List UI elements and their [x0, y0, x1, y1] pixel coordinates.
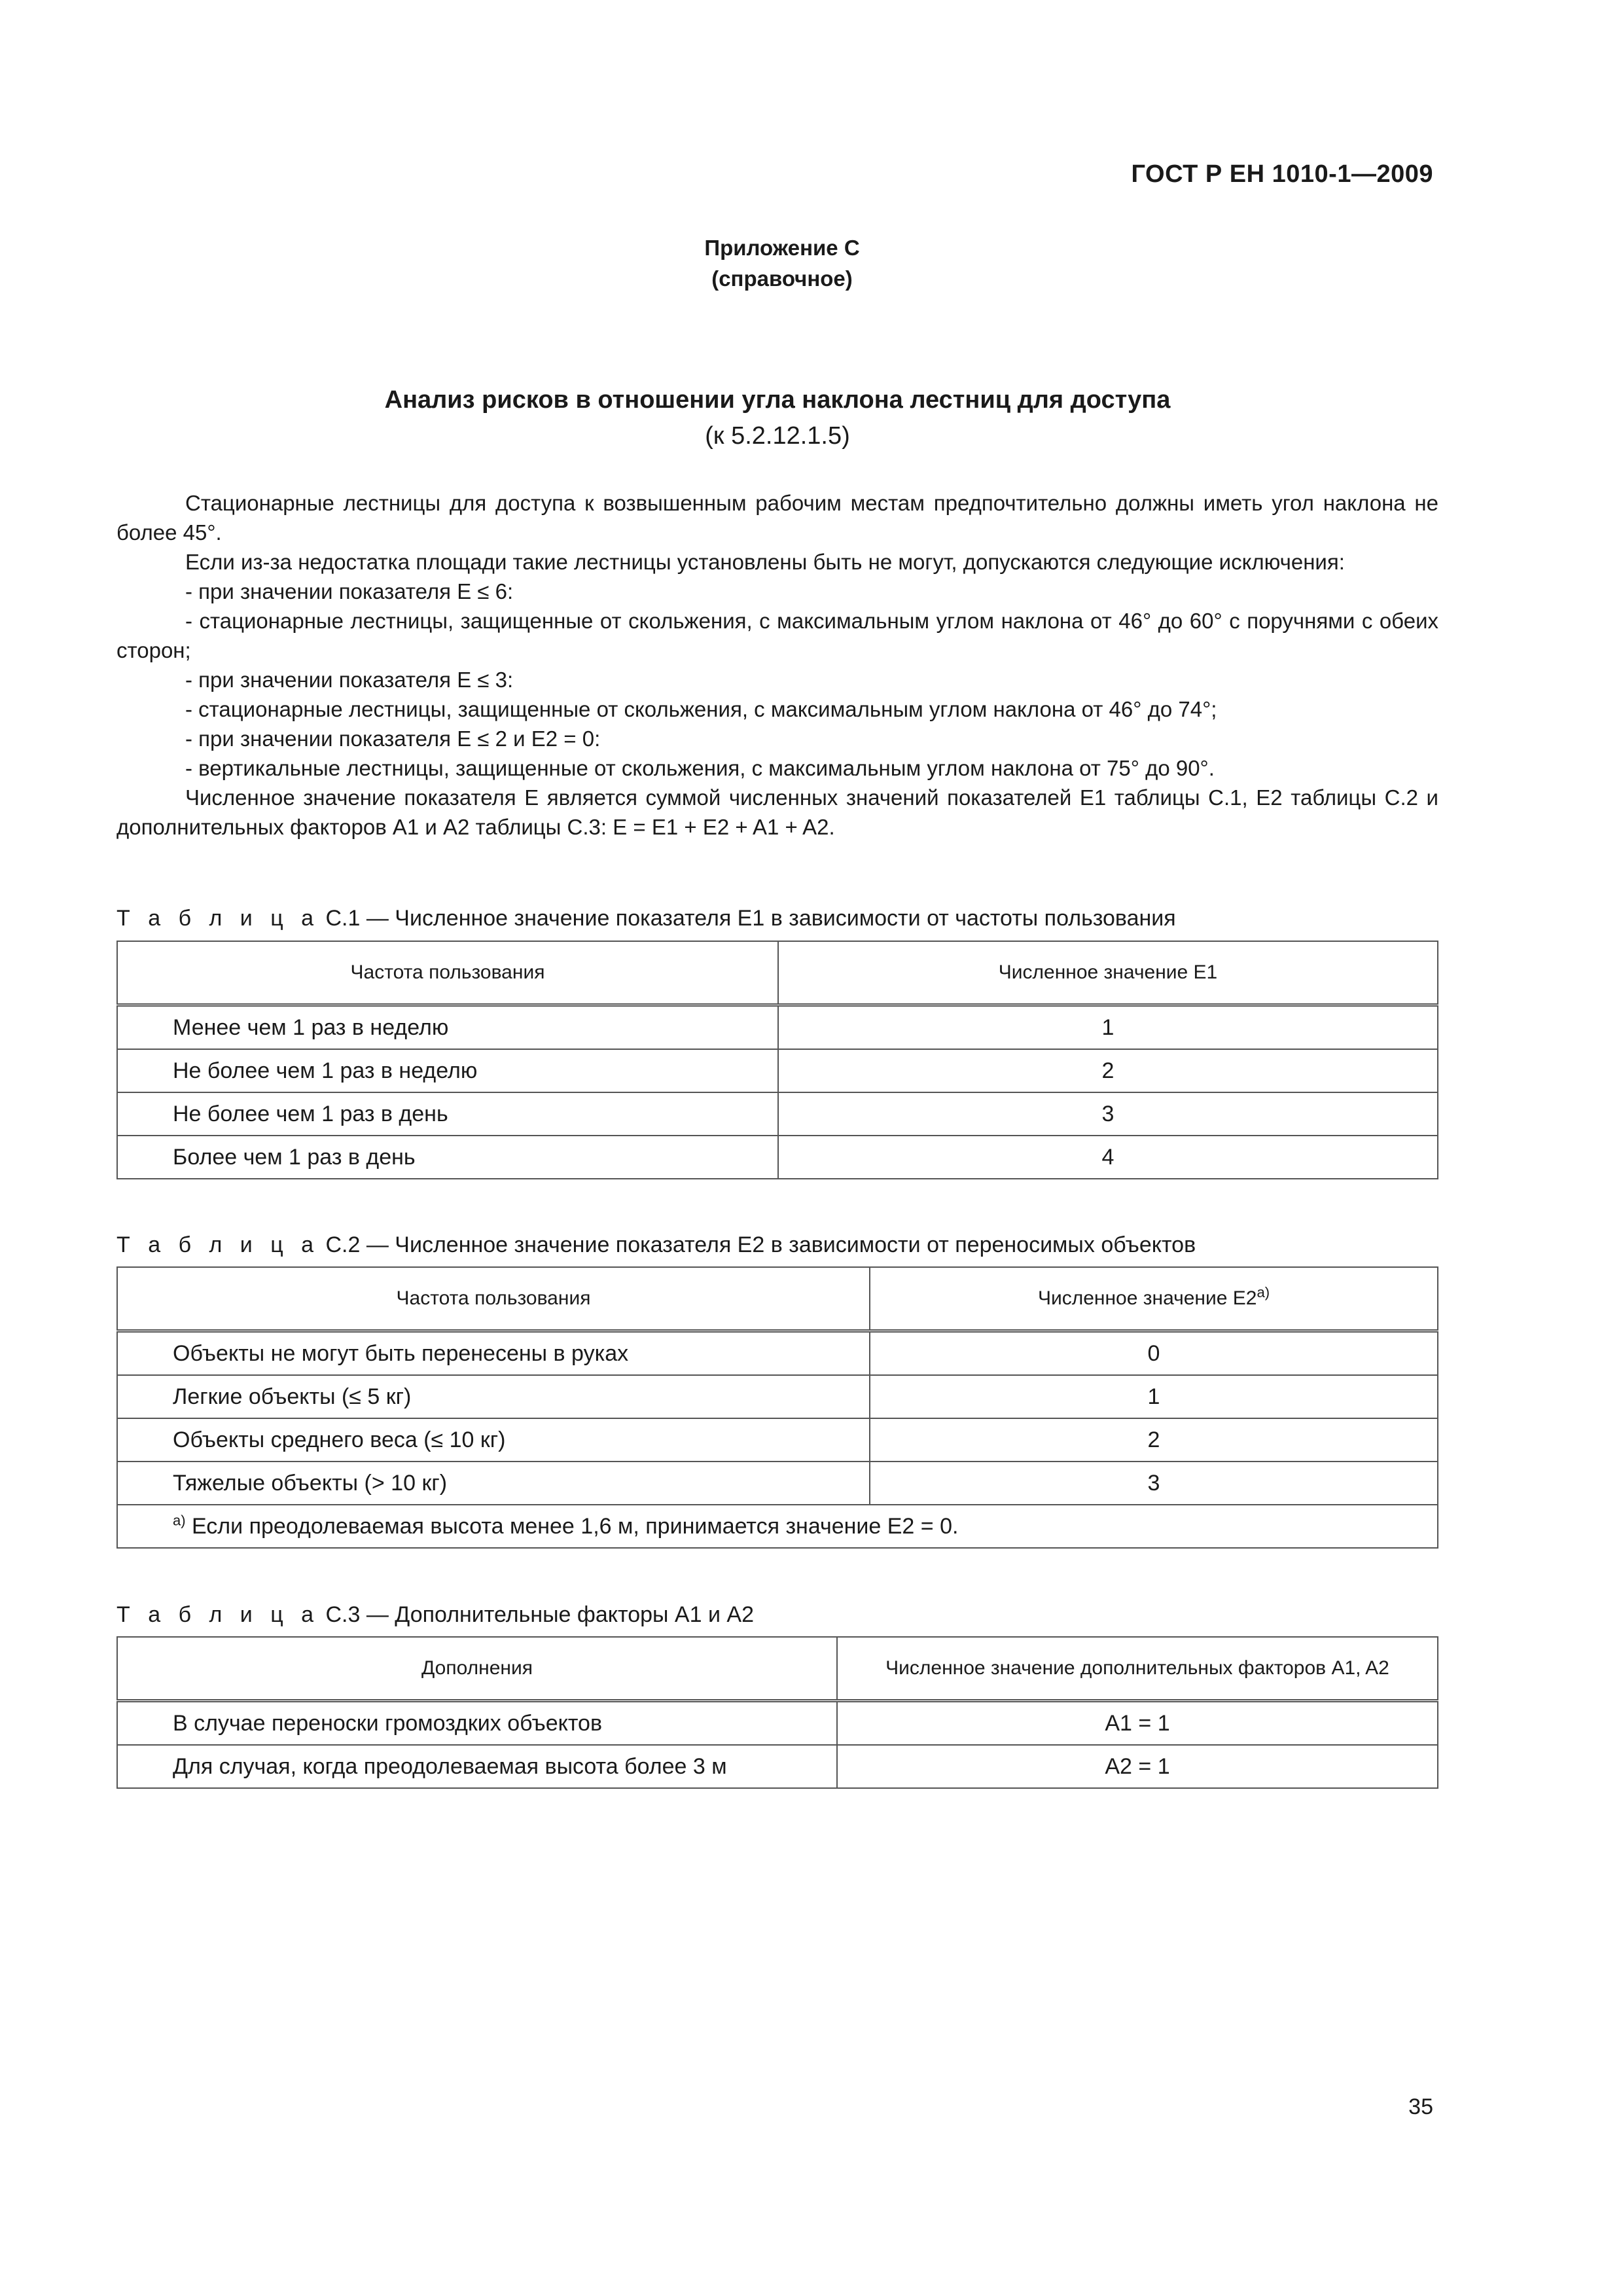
section-reference: (к 5.2.12.1.5) — [705, 422, 850, 450]
table-caption — [116, 906, 1176, 931]
table-cell: 4 — [778, 1136, 1438, 1179]
table-row — [117, 1049, 1438, 1092]
table-caption-text: С.2 — Численное значение показателя E2 в зависимости от переносимых объектов — [325, 1232, 1196, 1257]
list-item: - стационарные лестницы, защищенные от скольжения, с максимальным углом наклона от 46° до 60° с поручнями с обеих сторон; — [116, 609, 1438, 662]
appendix-label: Приложение С — [704, 236, 860, 260]
list-item: - при значении показателя E ≤ 3: — [185, 668, 514, 692]
table-caption-text: С.1 — Численное значение показателя E1 в зависимости от частоты пользования — [325, 906, 1176, 931]
table-caption-prefix: Т а б л и ц а — [116, 906, 320, 931]
table-cell: A1 = 1 — [837, 1701, 1438, 1746]
table-cell: В случае переноски громоздких объектов — [117, 1701, 837, 1746]
table-header-text: Численное значение E2 — [1037, 1287, 1257, 1309]
table-row — [117, 1005, 1438, 1050]
paragraph: Если из-за недостатка площади такие лестницы установлены быть не могут, допускаются следующие исключения: — [185, 550, 1345, 574]
table-cell: 2 — [778, 1049, 1438, 1092]
table-row — [117, 1745, 1438, 1788]
table-caption-text: С.3 — Дополнительные факторы A1 и A2 — [325, 1602, 754, 1627]
table-cell: Не более чем 1 раз в день — [117, 1092, 778, 1136]
list-item: - вертикальные лестницы, защищенные от скольжения, с максимальным углом наклона от 75° до 90°. — [185, 756, 1215, 780]
table-row — [117, 1375, 1438, 1418]
table-cell: 3 — [870, 1462, 1438, 1505]
footnote-marker: а) — [1257, 1284, 1270, 1300]
table-cell: Для случая, когда преодолеваемая высота более 3 м — [117, 1745, 837, 1788]
table-cell: Более чем 1 раз в день — [117, 1136, 778, 1179]
table-cell: 2 — [870, 1418, 1438, 1462]
table-footnote — [117, 1505, 1438, 1548]
section-title: Анализ рисков в отношении угла наклона лестниц для доступа — [384, 386, 1171, 414]
list-item: - стационарные лестницы, защищенные от скольжения, с максимальным углом наклона от 46° до 74°; — [185, 697, 1217, 721]
table-header-row — [117, 1637, 1438, 1701]
table-cell: 3 — [778, 1092, 1438, 1136]
list-item: - при значении показателя E ≤ 2 и E2 = 0: — [185, 726, 601, 751]
table-caption — [116, 1602, 754, 1628]
table-header-cell: Дополнения — [117, 1637, 837, 1701]
page-number: 35 — [1408, 2094, 1433, 2119]
table-note-row — [117, 1505, 1438, 1548]
table-header-cell: Численное значение дополнительных факторов A1, A2 — [837, 1637, 1438, 1701]
table-header-cell: Частота пользования — [117, 1267, 870, 1331]
appendix-heading — [0, 232, 1564, 294]
table-row — [117, 1092, 1438, 1136]
body-text — [116, 488, 1438, 842]
paragraph: Численное значение показателя E является суммой численных значений показателей E1 таблицы С.1, E2 таблицы С.2 и дополнительных факторов A1 и A2 таблицы С.3: E = E1 + E2 + A1 + A2. — [116, 785, 1438, 839]
table-caption — [116, 1232, 1196, 1258]
table-header-cell: Частота пользования — [117, 941, 778, 1005]
table-c3 — [116, 1636, 1438, 1789]
table-header-cell: Численное значение E1 — [778, 941, 1438, 1005]
table-cell: 1 — [778, 1005, 1438, 1050]
document-code: ГОСТ Р ЕН 1010-1—2009 — [1131, 160, 1433, 188]
table-row — [117, 1331, 1438, 1376]
table-header-row — [117, 1267, 1438, 1331]
table-c2 — [116, 1266, 1438, 1549]
table-header-row — [117, 941, 1438, 1005]
table-header-cell — [870, 1267, 1438, 1331]
paragraph: Стационарные лестницы для доступа к возвышенным рабочим местам предпочтительно должны иметь угол наклона не более 45°. — [116, 491, 1438, 545]
table-cell: Объекты не могут быть перенесены в руках — [117, 1331, 870, 1376]
list-item: - при значении показателя E ≤ 6: — [185, 579, 514, 603]
appendix-type: (справочное) — [711, 266, 853, 291]
table-cell: Менее чем 1 раз в неделю — [117, 1005, 778, 1050]
table-cell: 1 — [870, 1375, 1438, 1418]
table-row — [117, 1136, 1438, 1179]
table-row — [117, 1701, 1438, 1746]
table-cell: Объекты среднего веса (≤ 10 кг) — [117, 1418, 870, 1462]
table-cell: A2 = 1 — [837, 1745, 1438, 1788]
table-cell: Не более чем 1 раз в неделю — [117, 1049, 778, 1092]
table-row — [117, 1418, 1438, 1462]
footnote-text: Если преодолеваемая высота менее 1,6 м, принимается значение E2 = 0. — [192, 1513, 959, 1539]
table-cell: Тяжелые объекты (> 10 кг) — [117, 1462, 870, 1505]
table-c1 — [116, 941, 1438, 1179]
table-caption-prefix: Т а б л и ц а — [116, 1232, 320, 1257]
table-cell: 0 — [870, 1331, 1438, 1376]
footnote-marker: а) — [173, 1512, 186, 1529]
table-row — [117, 1462, 1438, 1505]
table-cell: Легкие объекты (≤ 5 кг) — [117, 1375, 870, 1418]
table-caption-prefix: Т а б л и ц а — [116, 1602, 320, 1627]
